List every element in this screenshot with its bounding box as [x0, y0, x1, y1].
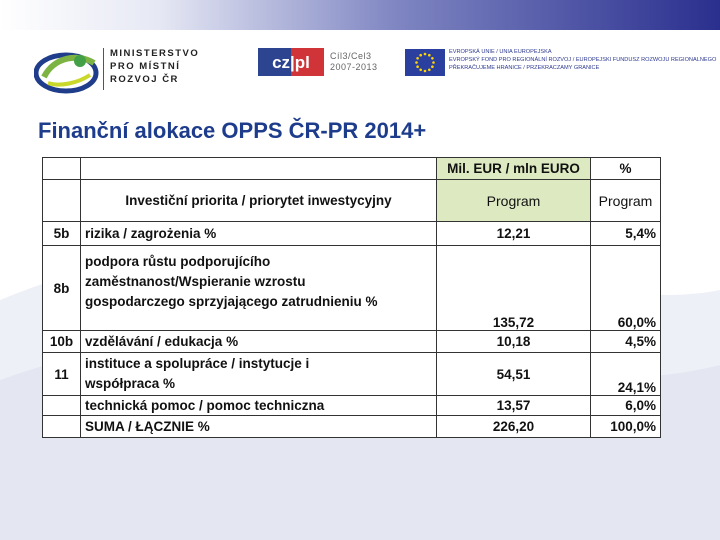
label-line: współpraca %: [85, 376, 176, 391]
ministry-logo-divider: [103, 48, 104, 90]
priority-code: [43, 396, 81, 416]
table-row: [43, 353, 661, 396]
eu-flag-icon: [405, 49, 445, 76]
priority-header: Investiční priorita / priorytet inwestycyjny: [81, 180, 437, 222]
table-row: [43, 246, 661, 331]
priority-code: 10b: [43, 331, 81, 353]
label-line: podpora růstu podporujícího: [85, 254, 271, 269]
table-row: [43, 416, 661, 438]
program-header-eur: Program: [437, 180, 591, 222]
priority-code: [43, 416, 81, 438]
total-eur-value: 226,20: [437, 416, 591, 438]
allocation-table: [42, 157, 661, 438]
label-line: instituce a spolupráce / instytucje i: [85, 356, 310, 371]
czpl-logo: [258, 48, 324, 76]
table-row: [43, 158, 661, 180]
priority-label: rizika / zagrożenia %: [81, 222, 437, 246]
program-header-pct: Program: [591, 180, 661, 222]
program-period-text: [330, 51, 378, 73]
table-row: [43, 180, 661, 222]
priority-label: [81, 353, 437, 396]
priority-code: 5b: [43, 222, 81, 246]
czpl-logo-mark: cz|pl: [272, 53, 310, 72]
ministry-line-2: PRO MÍSTNÍ: [110, 61, 181, 72]
table-cell: [43, 158, 81, 180]
unit-eur-header: Mil. EUR / mln EURO: [437, 158, 591, 180]
top-gradient-band: [0, 0, 720, 30]
table-cell: [81, 158, 437, 180]
table-row: [43, 222, 661, 246]
priority-code: 11: [43, 353, 81, 396]
pct-value: 4,5%: [591, 331, 661, 353]
eur-value: 54,51: [437, 353, 591, 396]
eur-value: 12,21: [437, 222, 591, 246]
ministry-line-3: ROZVOJ ČR: [110, 74, 179, 85]
eu-text: [449, 48, 716, 72]
program-years: 2007-2013: [330, 62, 378, 72]
pct-value: 24,1%: [591, 353, 661, 396]
label-line: zaměstnanost/Wspieranie wzrostu: [85, 274, 306, 289]
page-title: Finanční alokace OPPS ČR-PR 2014+: [38, 118, 427, 143]
table-row: [43, 396, 661, 416]
priority-label: vzdělávání / edukacja %: [81, 331, 437, 353]
pct-value: 5,4%: [591, 222, 661, 246]
program-goal: Cíl3/Cel3: [330, 51, 372, 61]
eur-value: 13,57: [437, 396, 591, 416]
table-row: [43, 331, 661, 353]
eur-value: 10,18: [437, 331, 591, 353]
label-line: gospodarczego sprzyjającego zatrudnieniu %: [85, 294, 378, 309]
priority-label: technická pomoc / pomoc techniczna: [81, 396, 437, 416]
ministry-line-1: MINISTERSTVO: [110, 48, 200, 59]
priority-label: [81, 246, 437, 331]
eu-line-2: EVROPSKÝ FOND PRO REGIONÁLNÍ ROZVOJ / EUROPEJSKI FUNDUSZ ROZWOJU REGIONALNEGO: [449, 57, 717, 63]
priority-code: 8b: [43, 246, 81, 331]
unit-pct-header: %: [591, 158, 661, 180]
table-cell: [43, 180, 81, 222]
eur-value: 135,72: [437, 246, 591, 331]
pct-value: 6,0%: [591, 396, 661, 416]
eu-line-1: EVROPSKÁ UNIE / UNIA EUROPEJSKA: [449, 49, 552, 55]
pct-value: 60,0%: [591, 246, 661, 331]
ministry-swirl-icon: [34, 47, 102, 95]
eu-line-3: PŘEKRAČUJEME HRANICE / PRZEKRACZAMY GRANICE: [449, 65, 600, 71]
ministry-logo-text: [110, 47, 199, 86]
total-label: SUMA / ŁĄCZNIE %: [81, 416, 437, 438]
total-pct-value: 100,0%: [591, 416, 661, 438]
